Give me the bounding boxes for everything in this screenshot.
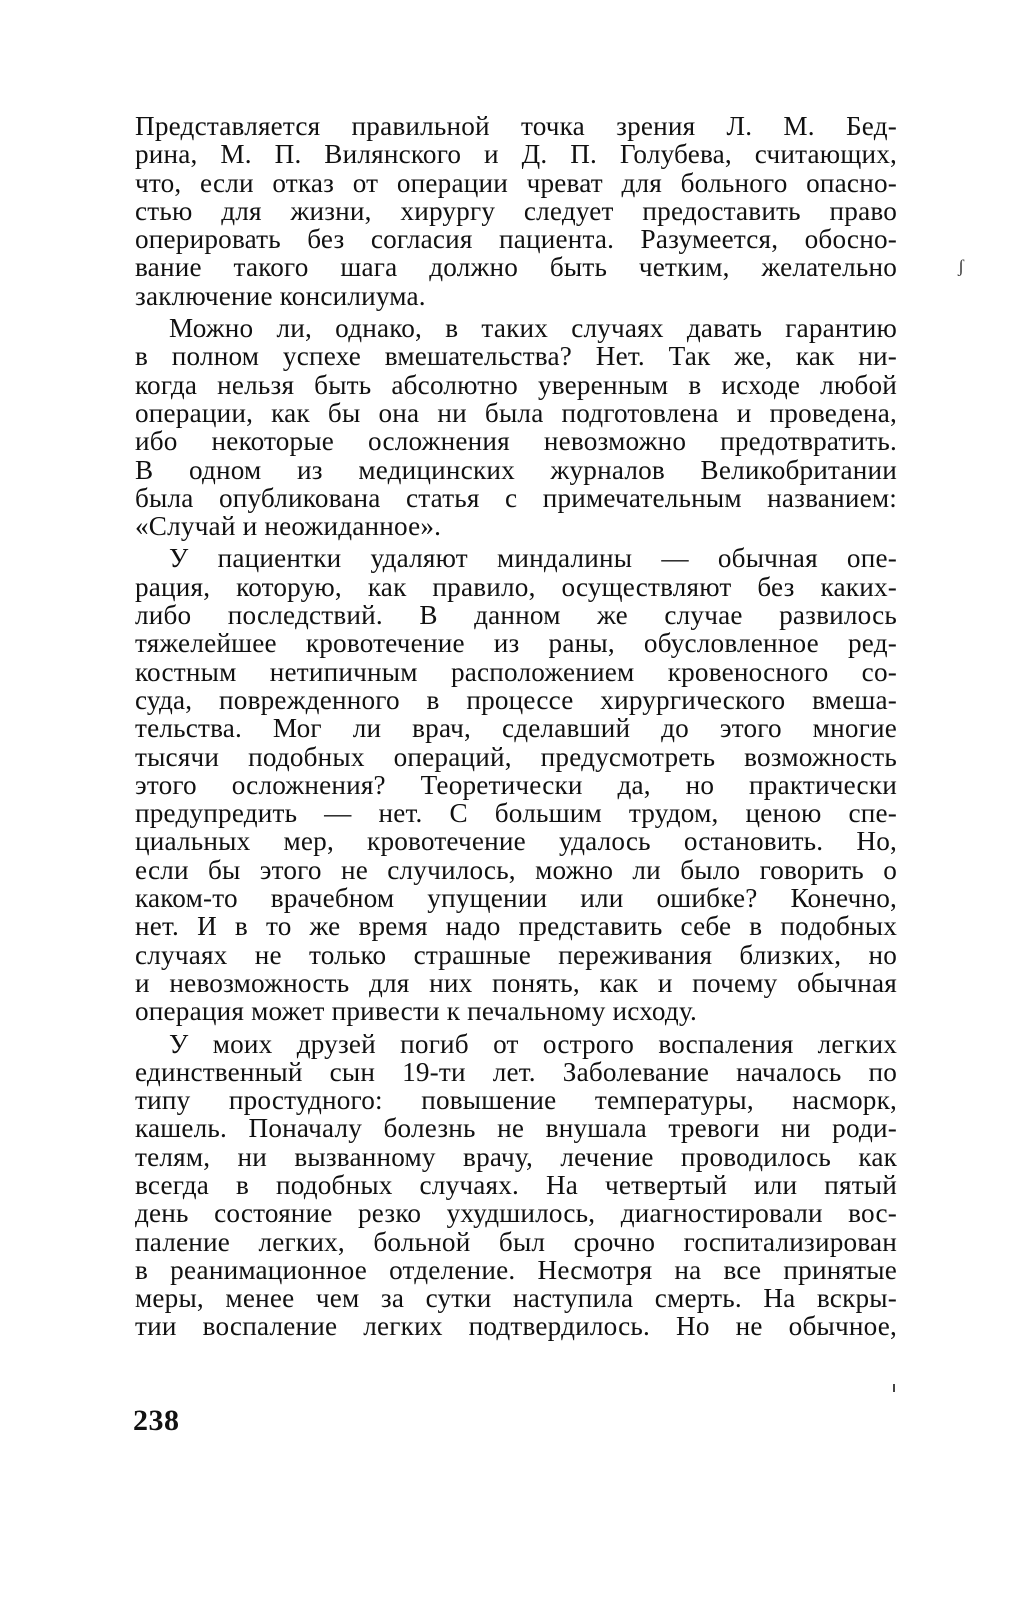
text-line: В одном из медицинских журналов Великобритании xyxy=(135,454,897,485)
paragraph-3 xyxy=(135,544,897,1025)
text-line: операция может привести к печальному исходу. xyxy=(135,996,698,1027)
text-line: и невозможность для них понять, как и почему обычная xyxy=(135,967,897,998)
text-line: единственный сын 19-ти лет. Заболевание началось по xyxy=(135,1056,897,1087)
text-line: циальных мер, кровотечение удалось остановить. Но, xyxy=(135,826,897,857)
page-number: 238 xyxy=(133,1404,180,1437)
text-line: всегда в подобных случаях. На четвертый или пятый xyxy=(135,1169,897,1200)
text-line: когда нельзя быть абсолютно уверенным в исходе любой xyxy=(135,369,897,400)
text-line: Можно ли, однако, в таких случаях давать гарантию xyxy=(169,313,897,344)
text-line: кашель. Поначалу болезнь не внушала тревоги ни роди- xyxy=(135,1113,897,1144)
text-line: костным нетипичным расположением кровеносного со- xyxy=(135,656,897,687)
text-line: оперировать без согласия пациента. Разумеется, обосно- xyxy=(135,224,897,255)
text-line: ибо некоторые осложнения невозможно предотвратить. xyxy=(135,426,897,457)
text-line: случаях не только страшные переживания близких, но xyxy=(135,939,897,970)
text-line: тяжелейшее кровотечение из раны, обусловленное ред- xyxy=(135,628,897,659)
text-line: предупредить — нет. С большим трудом, ценою спе- xyxy=(135,798,897,829)
text-line: в реанимационное отделение. Несмотря на все принятые xyxy=(135,1254,897,1285)
text-line: типу простудного: повышение температуры, насморк, xyxy=(135,1085,897,1116)
text-line: Представляется правильной точка зрения Л. М. Бед- xyxy=(135,111,897,141)
paragraph-2 xyxy=(135,314,897,540)
text-line: что, если отказ от операции чреват для больного опасно- xyxy=(135,167,897,198)
paragraph-4 xyxy=(135,1030,897,1341)
text-line: меры, менее чем за сутки наступила смерть. На вскры- xyxy=(135,1283,897,1314)
margin-scan-dot xyxy=(893,1384,895,1392)
margin-scan-mark: ʃ xyxy=(958,256,964,276)
text-line: нет. И в то же время надо представить себе в подобных xyxy=(135,911,897,942)
text-line: день состояние резко ухудшилось, диагностировали вос- xyxy=(135,1198,897,1229)
text-line: каком-то врачебном упущении или ошибке? Конечно, xyxy=(135,883,897,914)
text-line: тысячи подобных операций, предусмотреть возможность xyxy=(135,741,897,772)
text-line: тельства. Мог ли врач, сделавший до этого многие xyxy=(135,713,897,744)
text-line: рация, которую, как правило, осуществляют без каких- xyxy=(135,571,897,602)
text-line: этого осложнения? Теоретически да, но практически xyxy=(135,769,897,800)
text-line: паление легких, больной был срочно госпитализирован xyxy=(135,1226,897,1257)
paragraph-1 xyxy=(135,112,897,310)
text-line: вание такого шага должно быть четким, желательно xyxy=(135,252,897,283)
text-line: либо последствий. В данном же случае развилось xyxy=(135,600,897,631)
text-line: «Случай и неожиданное». xyxy=(135,511,442,542)
text-line: стью для жизни, хирургу следует предоставить право xyxy=(135,195,897,226)
text-line: рина, М. П. Вилянского и Д. П. Голубева, считающих, xyxy=(135,139,897,170)
text-line: У моих друзей погиб от острого воспаления легких xyxy=(169,1028,897,1059)
body-text xyxy=(135,112,897,1345)
text-line: тии воспаление легких подтвердилось. Но не обычное, xyxy=(135,1311,897,1342)
text-line: если бы этого не случилось, можно ли было говорить о xyxy=(135,854,897,885)
text-line: операции, как бы она ни была подготовлена и проведена, xyxy=(135,397,897,428)
text-line: У пациентки удаляют миндалины — обычная опе- xyxy=(169,543,897,574)
text-line: суда, поврежденного в процессе хирургического вмеша- xyxy=(135,684,897,715)
text-line: была опубликована статья с примечательным названием: xyxy=(135,482,897,513)
text-line: в полном успехе вмешательства? Нет. Так же, как ни- xyxy=(135,341,897,372)
text-line: телям, ни вызванному врачу, лечение проводилось как xyxy=(135,1141,897,1172)
text-line: заключение консилиума. xyxy=(135,280,426,311)
